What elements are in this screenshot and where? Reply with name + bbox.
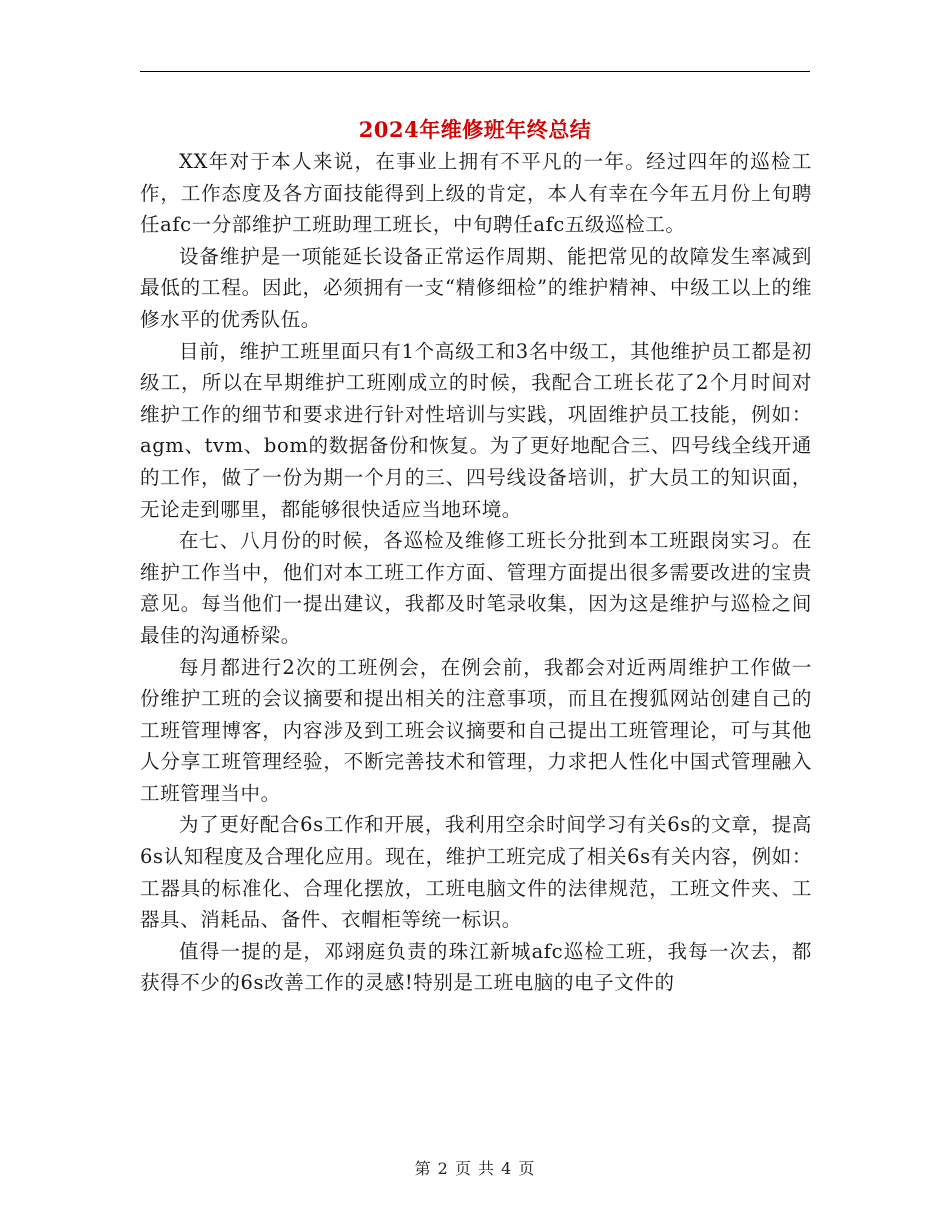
page-number-footer: 第 2 页 共 4 页	[414, 1159, 536, 1178]
paragraph-3: 目前，维护工班里面只有1个高级工和3名中级工，其他维护员工都是初级工，所以在早期维护工班刚成立的时候，我配合工班长花了2个月时间对维护工作的细节和要求进行针对性培训与实践，巩固维护员工技能，例如：agm、tvm、bom的数据备份和恢复。为了更好地配合三、四号线全线开通的工作，做了一份为期一个月的三、四号线设备培训，扩大员工的知识面，无论走到哪里，都能够很快适应当地环境。	[140, 339, 812, 521]
paragraph-6: 为了更好配合6s工作和开展，我利用空余时间学习有关6s的文章，提高6s认知程度及合理化应用。现在，维护工班完成了相关6s有关内容，例如：工器具的标准化、合理化摆放，工班电脑文件的法律规范，工班文件夹、工器具、消耗品、备件、衣帽柜等统一标识。	[140, 813, 812, 932]
paragraph-7: 值得一提的是，邓翊庭负责的珠江新城afc巡检工班，我每一次去，都获得不少的6s改善工作的灵感!特别是工班电脑的电子文件的	[140, 939, 812, 995]
document-body	[140, 146, 812, 999]
header-rule	[140, 71, 810, 72]
paragraph-2: 设备维护是一项能延长设备正常运作周期、能把常见的故障发生率减到最低的工程。因此，必须拥有一支“精修细检”的维护精神、中级工以上的维修水平的优秀队伍。	[140, 244, 812, 331]
document-title: 2024年维修班年终总结	[358, 117, 592, 142]
paragraph-5: 每月都进行2次的工班例会，在例会前，我都会对近两周维护工作做一份维护工班的会议摘要和提出相关的注意事项，而且在搜狐网站创建自己的工班管理博客，内容涉及到工班会议摘要和自己提出工班管理论，可与其他人分享工班管理经验，不断完善技术和管理，力求把人性化中国式管理融入工班管理当中。	[140, 655, 812, 805]
paragraph-4: 在七、八月份的时候，各巡检及维修工班长分批到本工班跟岗实习。在维护工作当中，他们对本工班工作方面、管理方面提出很多需要改进的宝贵意见。每当他们一提出建议，我都及时笔录收集，因为这是维护与巡检之间最佳的沟通桥梁。	[140, 529, 812, 647]
paragraph-1: XX年对于本人来说，在事业上拥有不平凡的一年。经过四年的巡检工作，工作态度及各方面技能得到上级的肯定，本人有幸在今年五月份上旬聘任afc一分部维护工班助理工班长，中旬聘任afc五级巡检工。	[140, 150, 812, 237]
